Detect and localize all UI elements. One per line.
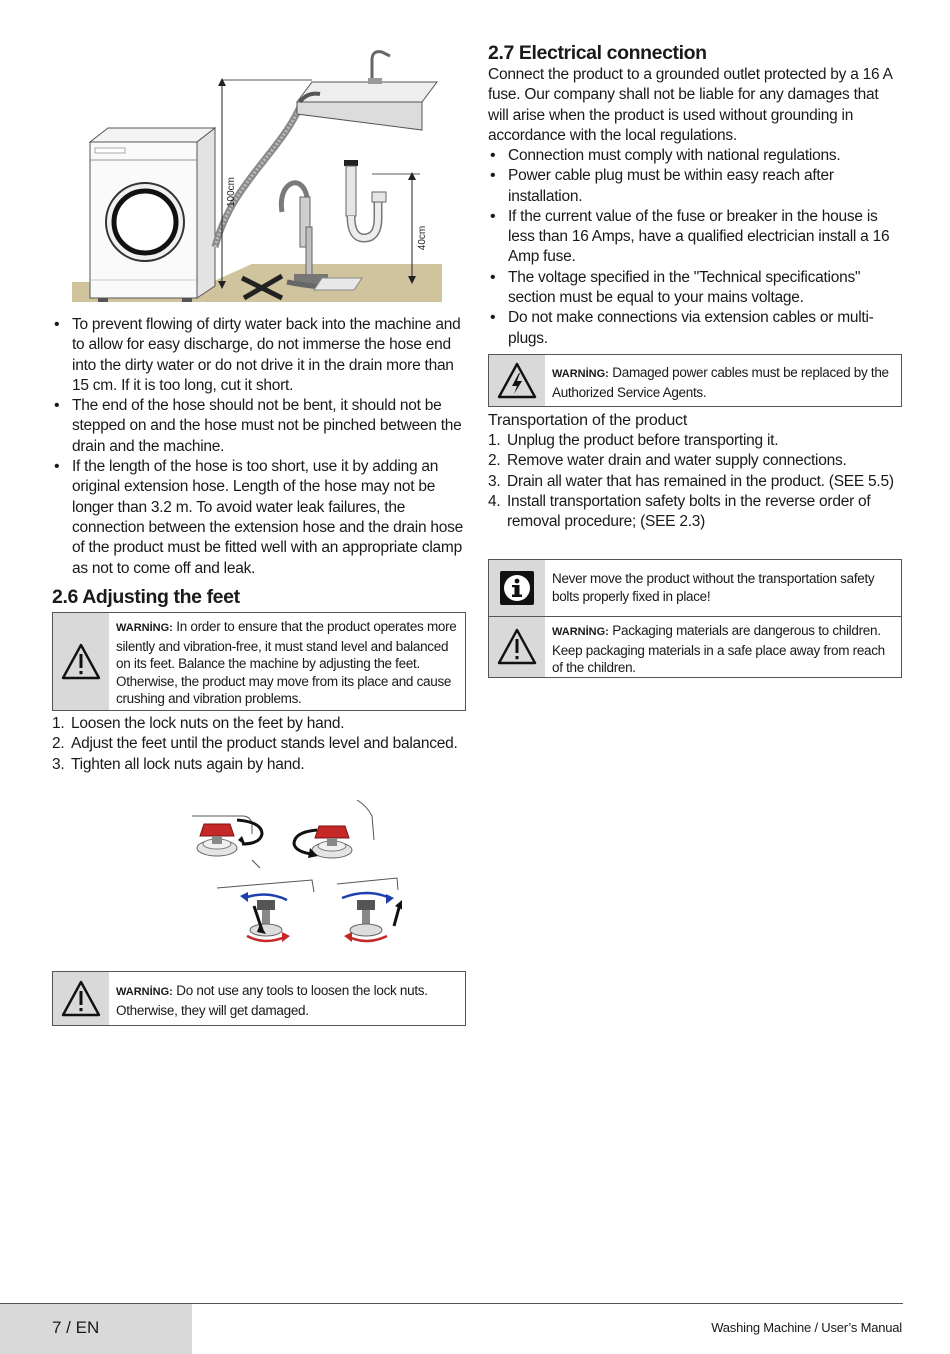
label-100cm: 100cm [226,176,237,208]
warning-box-power-cable [488,354,902,407]
electric-icon-cell [489,355,545,406]
list-item: • The voltage specified in the "Technical specifications" section must be equal to your mains voltage. [488,268,902,309]
list-item: • The end of the hose should not be bent, it should not be stepped on and the hose must not be pinched between the drain and the machine. [52,396,466,457]
warning-triangle-icon [61,980,101,1018]
step-text: Unplug the product before transporting it. [507,432,779,449]
list-item: • To prevent flowing of dirty water back into the machine and to allow for easy discharge, do not immerse the hose end into the dirty water or do not drive it in the drain more than 15 cm. If it is too long, cut it short. [52,315,466,396]
warning-icon-cell [53,613,109,710]
step-number: 1. [52,715,65,732]
list-item [52,734,466,754]
step-text: Install transportation safety bolts in the reverse order of removal procedure; (SEE 2.3) [507,492,871,531]
list-item: • Connection must comply with national regulations. [488,146,902,166]
warning-text: Damaged power cables must be replaced by the Authorized Service Agents. [552,365,889,400]
info-box-safety-bolts [488,559,902,616]
step-number: 1. [488,432,501,449]
info-text: Never move the product without the transportation safety bolts properly fixed in place! [552,571,875,604]
section-title-adjusting-feet: 2.6 Adjusting the feet [52,586,240,608]
list-item: • If the length of the hose is too short, use it by adding an original extension hose. Length of the hose may not be longer than 3.2 m. To avoid water leak failures, the connection between the extension hose and the drain hose of the product must be fitted well with an appropriate clamp as not to come off and leak. [52,457,466,579]
transport-section-title: Transportation of the product [488,412,688,429]
warning-box-tools [52,971,466,1026]
list-item [488,492,902,533]
warning-text-container [545,355,901,406]
manual-title: Washing Machine / User’s Manual [711,1320,902,1335]
warning-label: WARNİNG: [116,986,173,998]
trap-pipe-drawing [344,160,386,238]
sink-drawing [297,52,437,130]
warning-text-container [109,613,465,710]
feet-steps-list [52,714,466,775]
warning-triangle-icon [61,643,101,681]
warning-icon-cell [53,972,109,1025]
warning-text-container [545,617,901,677]
warning-box-packaging [488,616,902,678]
electric-shock-icon [497,362,537,400]
step-text: Tighten all lock nuts again by hand. [71,755,305,773]
warning-icon-cell [489,617,545,677]
electrical-bullet-list [488,146,902,349]
list-item [488,472,902,492]
step-number: 4. [488,492,501,510]
step-number: 3. [488,472,501,490]
step-text: Loosen the lock nuts on the feet by hand. [71,715,345,732]
label-40cm: 40cm [417,225,428,251]
warning-text: Do not use any tools to loosen the lock nuts. Otherwise, they will get damaged. [116,983,428,1018]
list-item: • If the current value of the fuse or breaker in the house is less than 16 Amps, have a qualified electrician install a 16 Amp fuse. [488,207,902,268]
foot-top-left [192,816,262,868]
step-text: Adjust the feet until the product stands level and balanced. [71,735,458,753]
page-number: 7 / EN [52,1318,100,1337]
list-item [488,431,902,451]
list-item: • Do not make connections via extension cables or multi-plugs. [488,308,902,349]
warning-text: Packaging materials are dangerous to children. Keep packaging materials in a safe place away from reach of the children. [552,623,885,675]
step-text: Drain all water that has remained in the product. (SEE 5.5) [507,472,894,490]
step-number: 2. [52,735,65,753]
step-number: 3. [52,755,65,773]
info-icon [498,569,536,607]
electrical-intro-paragraph: Connect the product to a grounded outlet protected by a 16 A fuse. Our company shall not be liable for any damages that will arise when the product is used without grounding in accordance with the local regulations. [488,66,892,144]
warning-box-feet [52,612,466,711]
warning-text: In order to ensure that the product operates more silently and vibration-free, it must stand level and balanced on its feet. Balance the machine by adjusting the feet. Otherwise, the product may move from its place and cause crushing and vibration problems. [116,619,457,706]
foot-bottom-right [337,878,402,942]
hose-bullet-list [52,315,466,579]
foot-top-right [294,800,374,858]
transport-steps-list [488,431,902,532]
foot-bottom-left [217,880,314,942]
list-item [488,451,902,471]
warning-label: WARNİNG: [552,368,609,380]
step-text: Remove water drain and water supply connections. [507,452,847,470]
warning-label: WARNİNG: [552,626,609,638]
list-item [52,714,466,734]
section-title-electrical-connection: 2.7 Electrical connection [488,42,707,64]
feet-adjustment-figure [162,800,402,950]
list-item [52,755,466,775]
washing-machine-drawing [90,128,215,302]
drain-hose [215,102,302,247]
step-number: 2. [488,452,501,470]
hose-installation-figure [72,42,452,307]
list-item: • Power cable plug must be within easy reach after installation. [488,166,902,207]
info-icon-cell [489,560,545,616]
warning-label: WARNİNG: [116,622,173,634]
warning-text-container [109,972,465,1025]
warning-triangle-icon [497,628,537,666]
